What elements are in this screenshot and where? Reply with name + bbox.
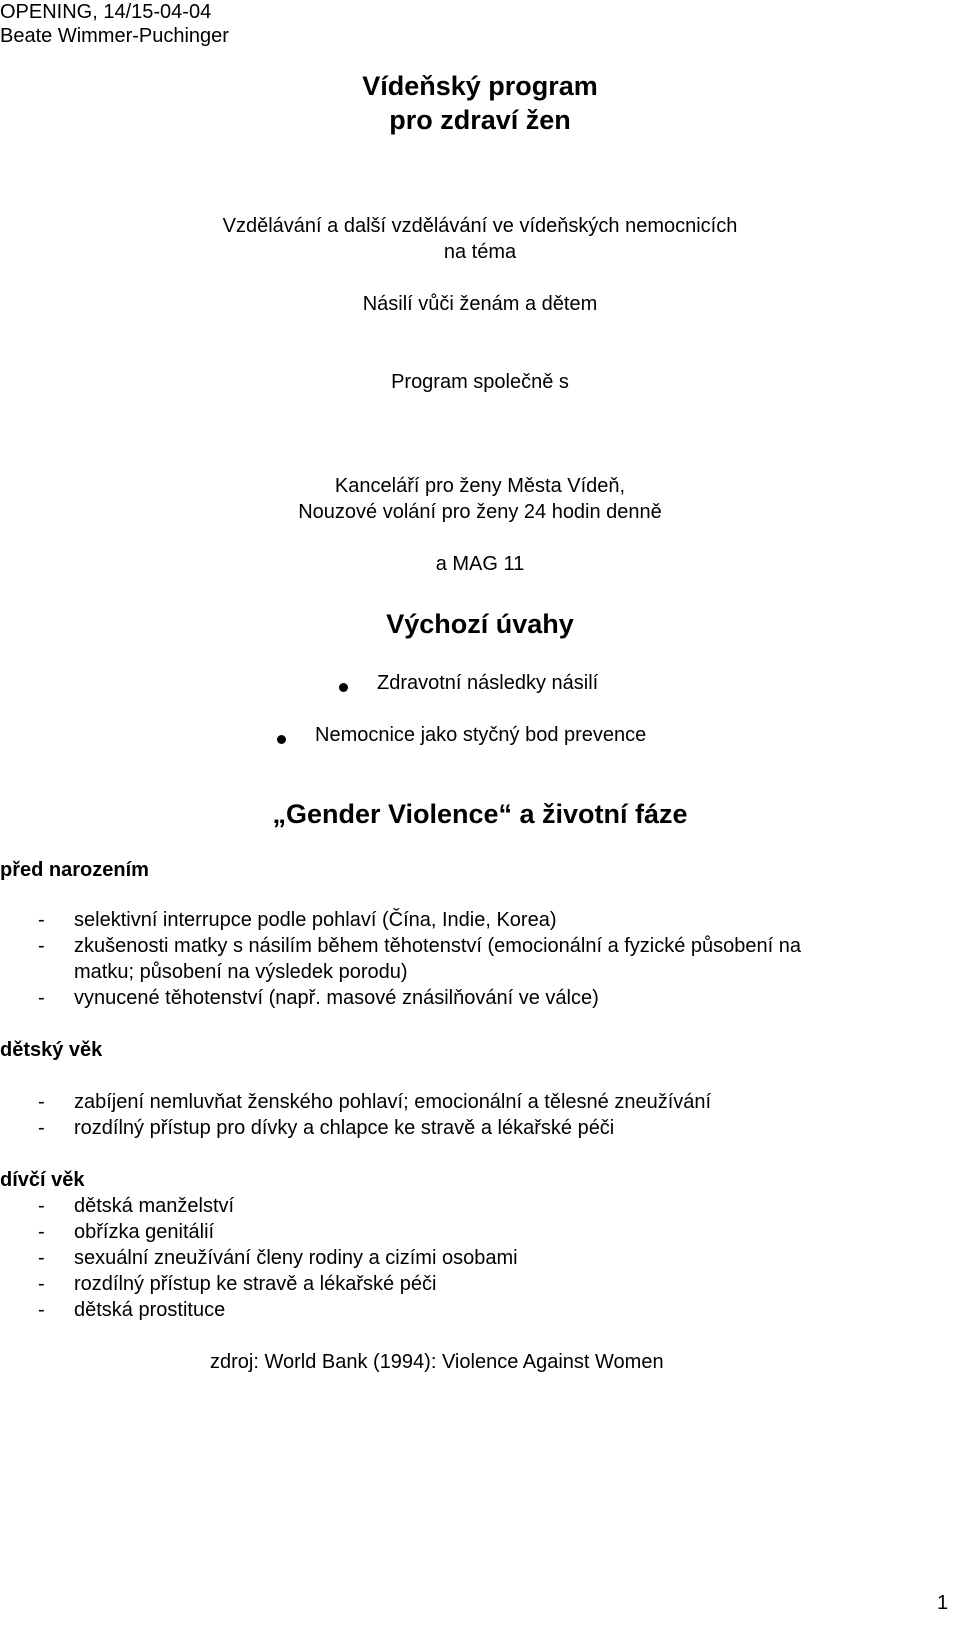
list-item: - dětská manželství xyxy=(38,1195,235,1217)
intro-line-3: Násilí vůči ženám a dětem xyxy=(362,293,598,315)
list-item: - obřízka genitálií xyxy=(38,1221,215,1243)
title-line-2: pro zdraví žen xyxy=(389,105,571,135)
intro-line-1: Vzdělávání a další vzdělávání ve vídeňských nemocnicích xyxy=(222,215,738,237)
section-title: dívčí věk xyxy=(0,1169,85,1191)
list-item: - zkušenosti matky s násilím během těhotenství (emocionální a fyzické působení na xyxy=(38,935,802,957)
bullet-item: Zdravotní následky násilí xyxy=(377,672,599,694)
section-title: dětský věk xyxy=(0,1039,103,1061)
list-item: - rozdílný přístup ke stravě a lékařské péči xyxy=(38,1273,437,1295)
intro-line-4: Program společně s xyxy=(391,371,569,393)
intro-line-7: a MAG 11 xyxy=(435,553,525,575)
title-line-1: Vídeňský program xyxy=(362,71,598,101)
intro-line-6: Nouzové volání pro ženy 24 hodin denně xyxy=(298,501,662,523)
list-item: - zabíjení nemluvňat ženského pohlaví; emocionální a tělesné zneužívání xyxy=(38,1091,712,1113)
gender-violence-heading: „Gender Violence“ a životní fáze xyxy=(272,799,688,829)
source-citation: zdroj: World Bank (1994): Violence Against Women xyxy=(210,1351,664,1373)
list-item: - rozdílný přístup pro dívky a chlapce ke stravě a lékařské péči xyxy=(38,1117,615,1139)
starting-points-heading: Výchozí úvahy xyxy=(386,609,574,639)
list-item: - vynucené těhotenství (např. masové znásilňování ve válce) xyxy=(38,987,599,1009)
bullet-icon xyxy=(339,683,348,692)
page-number: 1 xyxy=(937,1592,949,1614)
intro-line-2: na téma xyxy=(443,241,517,263)
list-item: - sexuální zneužívání členy rodiny a cizími osobami xyxy=(38,1247,518,1269)
list-item: - dětská prostituce xyxy=(38,1299,226,1321)
section-title: před narozením xyxy=(0,859,149,881)
intro-line-5: Kanceláří pro ženy Města Vídeň, xyxy=(334,475,626,497)
bullet-icon xyxy=(277,735,286,744)
list-item: - selektivní interrupce podle pohlaví (Čína, Indie, Korea) xyxy=(38,909,557,931)
header-event: OPENING, 14/15-04-04 xyxy=(0,1,212,23)
header-author: Beate Wimmer-Puchinger xyxy=(0,25,229,47)
bullet-item: Nemocnice jako styčný bod prevence xyxy=(315,724,647,746)
list-item-continuation: matku; působení na výsledek porodu) xyxy=(74,961,408,983)
